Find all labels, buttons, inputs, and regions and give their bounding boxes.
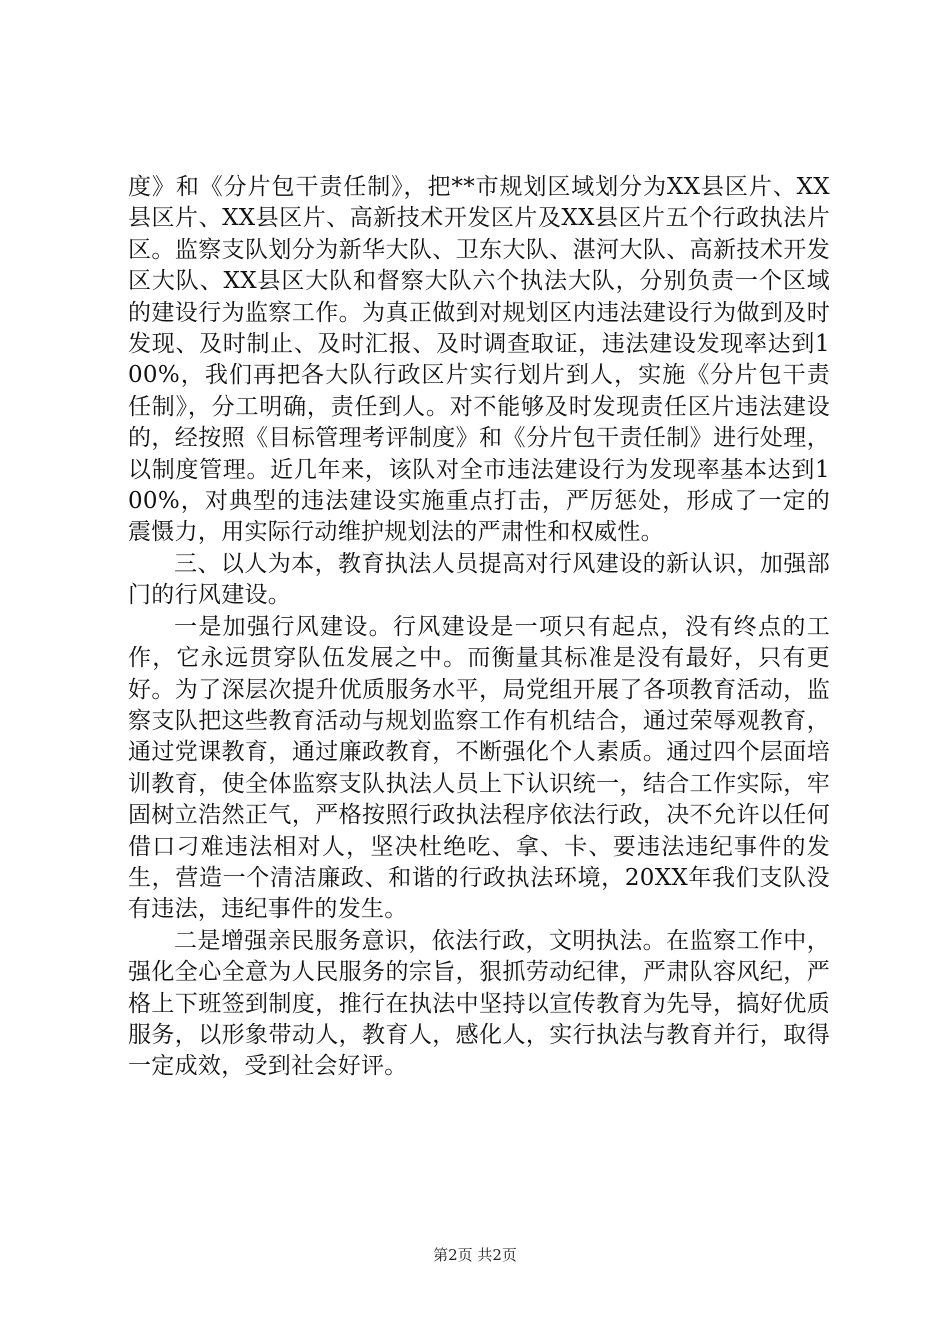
document-body xyxy=(128,172,830,1083)
section-heading-three: 三、以人为本，教育执法人员提高对行风建设的新认识，加强部门的行风建设。 xyxy=(128,550,830,609)
paragraph-style-building: 一是加强行风建设。行风建设是一项只有起点，没有终点的工作，它永远贯穿队伍发展之中。而衡量其标准是没有最好，只有更好。为了深层次提升优质服务水平，局党组开展了各项教育活动，监察支队把这些教育活动与规划监察工作有机结合，通过荣辱观教育，通过党课教育，通过廉政教育，不断强化个人素质。通过四个层面培训教育，使全体监察支队执法人员上下认识统一，结合工作实际，牢固树立浩然正气，严格按照行政执法程序依法行政，决不允许以任何借口刁难违法相对人，坚决杜绝吃、拿、卡、要违法违纪事件的发生，营造一个清洁廉政、和谐的行政执法环境，20XX年我们支队没有违法，违纪事件的发生。 xyxy=(128,613,830,923)
paragraph-service-awareness: 二是增强亲民服务意识，依法行政，文明执法。在监察工作中，强化全心全意为人民服务的宗旨，狠抓劳动纪律，严肃队容风纪，严格上下班签到制度，推行在执法中坚持以宣传教育为先导，搞好优质服务，以形象带动人，教育人，感化人，实行执法与教育并行，取得一定成效，受到社会好评。 xyxy=(128,927,830,1080)
paragraph-continuation: 度》和《分片包干责任制》，把**市规划区域划分为XX县区片、XX县区片、XX县区片、高新技术开发区片及XX县区片五个行政执法片区。监察支队划分为新华大队、卫东大队、湛河大队、高新技术开发区大队、XX县区大队和督察大队六个执法大队，分别负责一个区域的建设行为监察工作。为真正做到对规划区内违法建设行为做到及时发现、及时制止、及时汇报、及时调查取证，违法建设发现率达到100%，我们再把各大队行政区片实行划片到人，实施《分片包干责任制》，分工明确，责任到人。对不能够及时发现责任区片违法建设的，经按照《目标管理考评制度》和《分片包干责任制》进行处理，以制度管理。近几年来，该队对全市违法建设行为发现率基本达到100%，对典型的违法建设实施重点打击，严厉惩处，形成了一定的震慑力，用实际行动维护规划法的严肃性和权威性。 xyxy=(128,174,830,546)
page-number-footer: 第2页 共2页 xyxy=(433,1246,517,1264)
